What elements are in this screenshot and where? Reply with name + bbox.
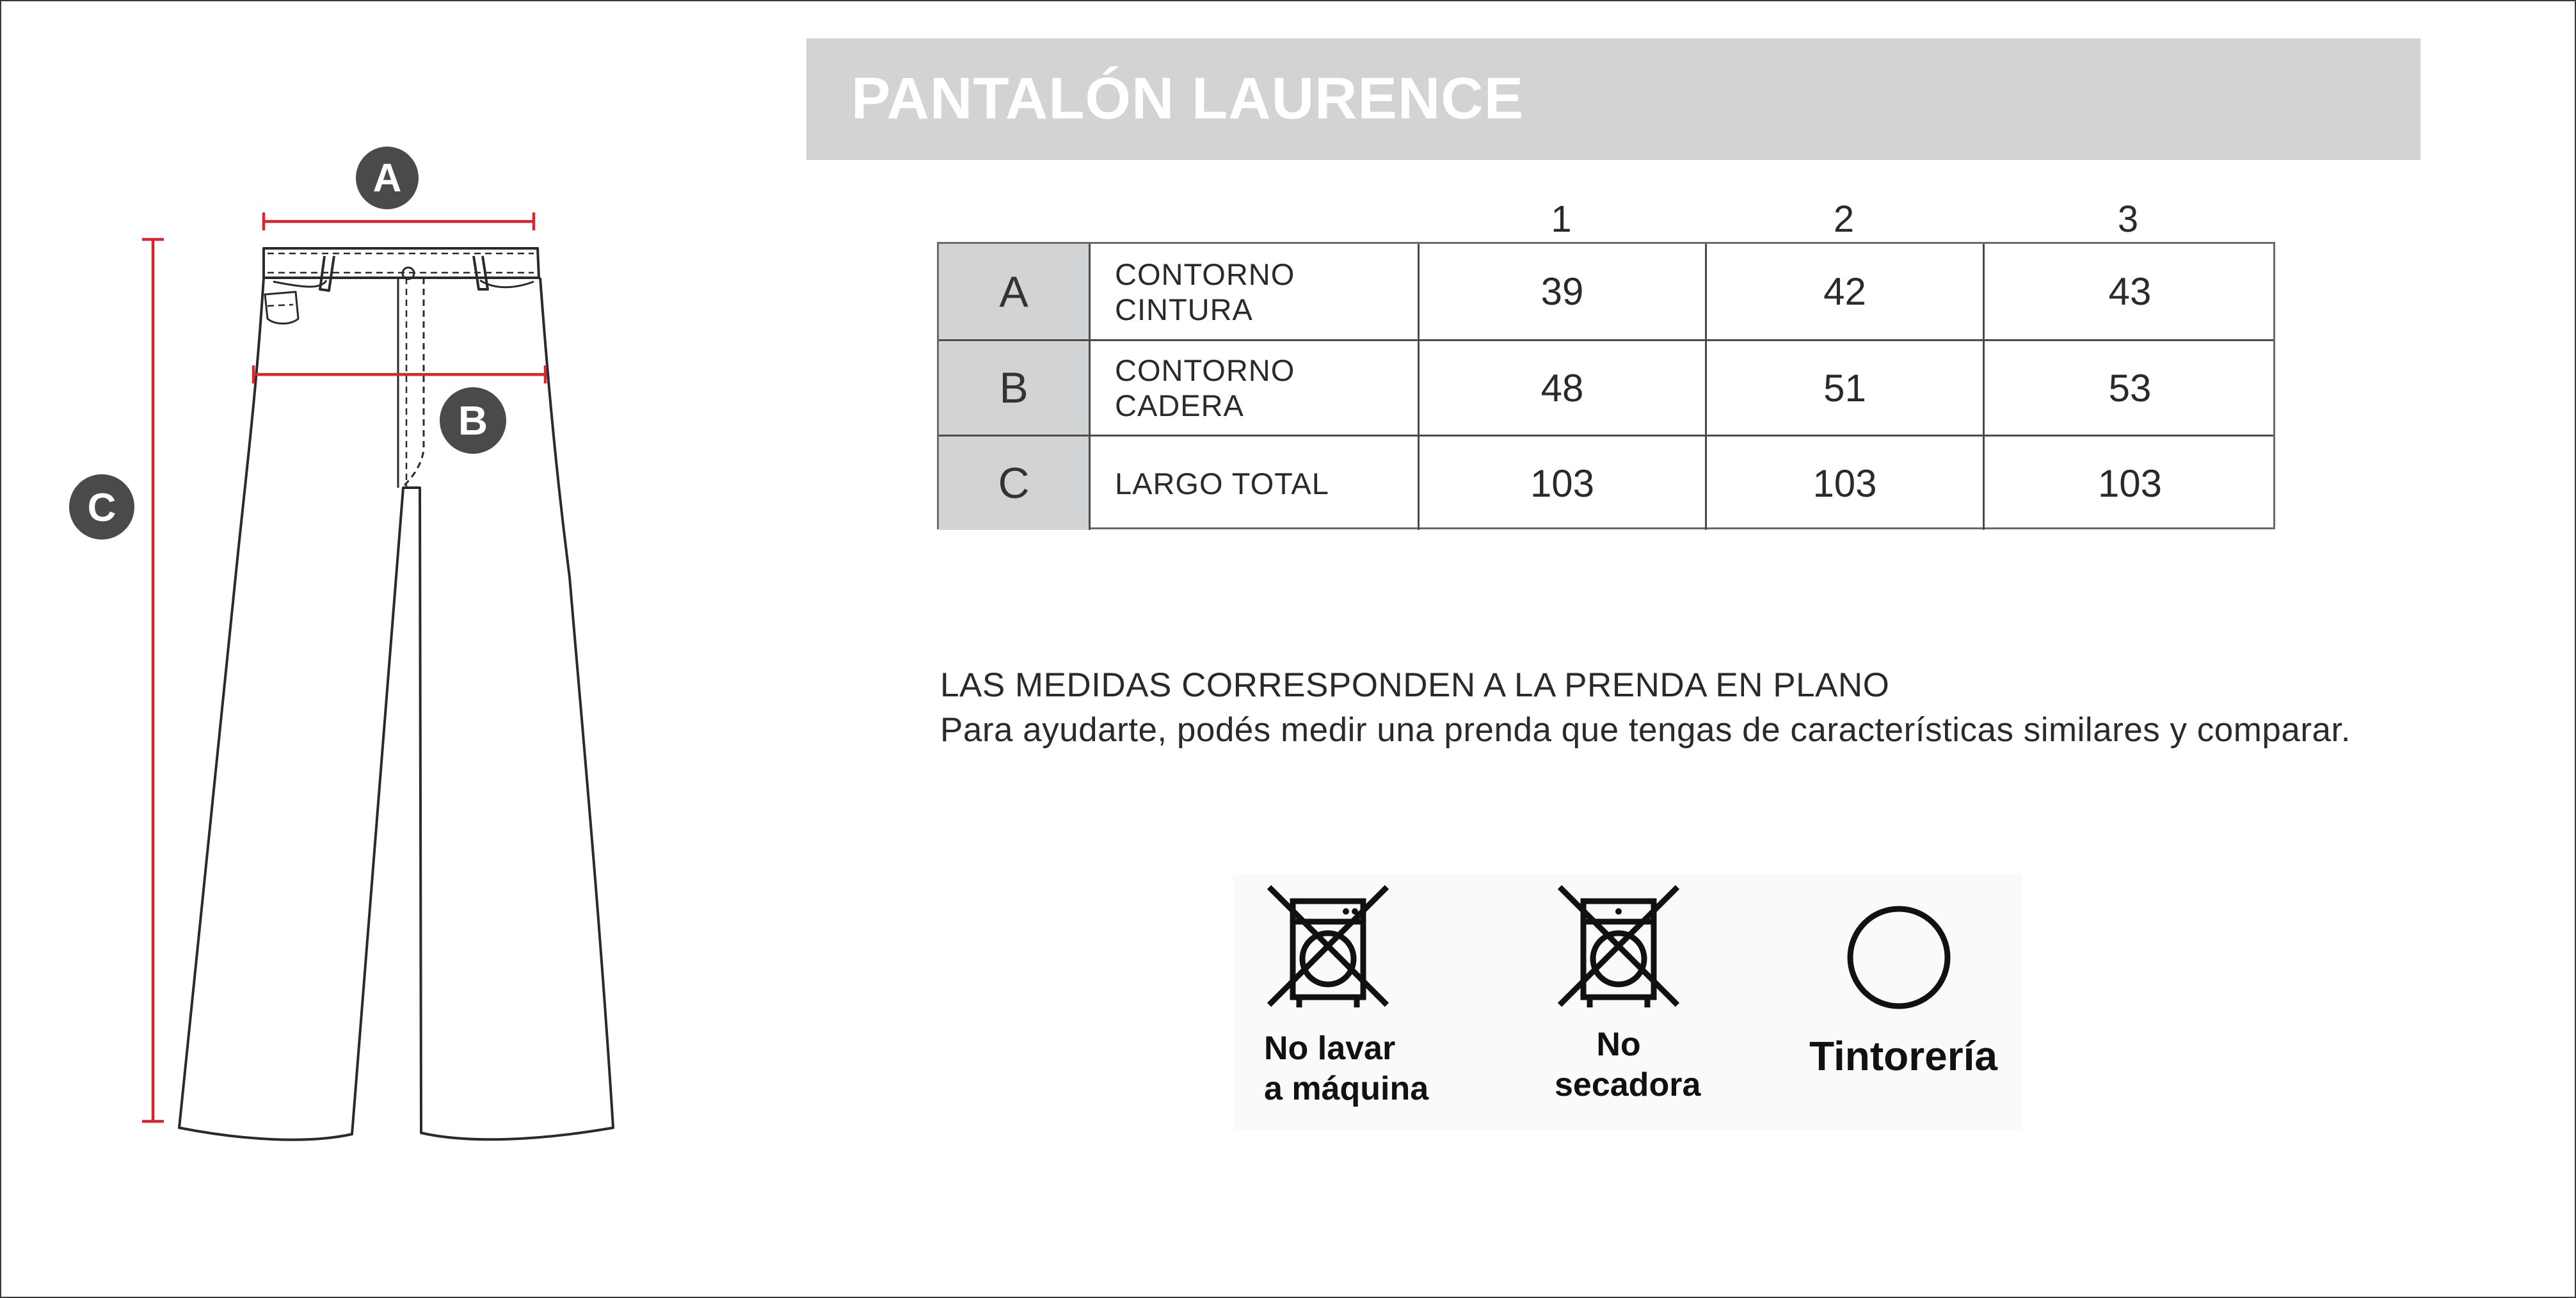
care-item-no-dryer — [1555, 882, 1701, 1106]
table-row — [939, 435, 2273, 530]
marker-c-label: C — [87, 486, 116, 530]
size-header-2: 2 — [1833, 198, 1855, 240]
title-banner — [806, 38, 2420, 160]
care-item-no-wash — [1264, 882, 1429, 1110]
care-label: Tintorería — [1809, 1033, 1997, 1079]
marker-c — [69, 474, 134, 540]
row-letter: A — [939, 244, 1091, 339]
row-value: 42 — [1707, 244, 1985, 339]
size-table — [937, 242, 2275, 529]
table-row — [939, 339, 2273, 435]
measurement-tip: Para ayudarte, podés medir una prenda que tengas de características similares y comparar. — [940, 711, 2351, 749]
page-title: PANTALÓN LAURENCE — [851, 66, 1524, 131]
row-label: CONTORNO CINTURA — [1091, 244, 1420, 339]
row-value: 103 — [1707, 437, 1985, 530]
row-value: 43 — [2108, 270, 2152, 313]
no-dryer-icon — [1555, 882, 1683, 1016]
measurement-note: LAS MEDIDAS CORRESPONDEN A LA PRENDA EN PLANO — [940, 666, 1890, 704]
row-value: 53 — [2108, 366, 2152, 410]
marker-b — [440, 387, 506, 454]
row-value: 39 — [1420, 244, 1707, 339]
row-value: 103 — [1420, 437, 1707, 530]
dry-clean-icon — [1809, 900, 1988, 1015]
row-label: LARGO TOTAL — [1091, 437, 1420, 530]
care-item-dry-clean — [1809, 900, 1997, 1081]
row-letter: B — [939, 341, 1091, 435]
no-machine-wash-icon — [1264, 882, 1392, 1016]
table-row — [939, 244, 2273, 339]
row-value: 103 — [2097, 461, 2163, 505]
row-value: 51 — [1707, 341, 1985, 435]
pants-diagram — [52, 129, 628, 1166]
marker-a — [356, 147, 419, 209]
marker-a-label: A — [372, 156, 402, 200]
coin-pocket — [265, 292, 298, 324]
care-label: No secadora — [1555, 1026, 1701, 1104]
marker-b-label: B — [458, 397, 488, 444]
size-header-3: 3 — [2117, 198, 2139, 240]
row-value: 48 — [1420, 341, 1707, 435]
front-pocket-left — [273, 280, 326, 287]
care-label: No lavar a máquina — [1264, 1030, 1429, 1108]
fly-stitch — [404, 278, 424, 485]
row-label: CONTORNO CADERA — [1091, 341, 1420, 435]
row-letter: C — [939, 437, 1091, 530]
care-instructions — [1233, 874, 2022, 1130]
size-header-1: 1 — [1551, 198, 1572, 240]
pants-outline — [179, 278, 613, 1140]
